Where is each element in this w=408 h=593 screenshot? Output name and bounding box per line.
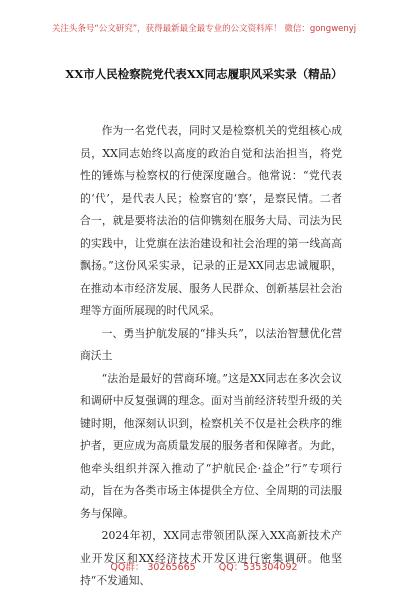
document-body bbox=[80, 120, 342, 593]
footer-qq-group: QQ群： 30265665 bbox=[110, 562, 196, 573]
paragraph: 作为一名党代表，同时又是检察机关的党组核心成员，XX同志始终以高度的政治自觉和法治担当，将党性的锤炼与检察权的行使深度融合。他常说：“党代表的‘代’，是代表人民；检察官的‘察’，是察民情。二者合一，就是要将法治的信仰镌刻在服务大局、司法为民的实践中，让党旗在法治建设和社会治理的第一线高高飘扬。”这份风采实录，记录的正是XX同志忠诚履职，在推动本市经济发展、服务人民群众、创新基层社会治理等方面所展现的时代风采。 bbox=[80, 124, 342, 317]
footer-contact bbox=[0, 559, 408, 573]
paragraph: 2024年初，XX同志带领团队深入XX高新技术产业开发区和XX经济技术开发区进行密集调研。他坚持“不发通知、 bbox=[80, 529, 342, 587]
document-title: XX市人民检察院党代表XX同志履职风采实录（精品） bbox=[65, 67, 343, 81]
header-notice: 关注头条号“公文研究”，获得最新最全最专业的公文资料库！ 微信：gongwenyj bbox=[51, 24, 357, 34]
paragraph: “法治是最好的营商环境。”这是XX同志在多次会议和调研中反复强调的理念。面对当前经济转型升级的关键时期，他深刻认识到，检察机关不仅是社会秩序的维护者，更应成为高质量发展的服务者和保障者。为此，他牵头组织并深入推动了“护航民企·益企”行”专项行动，旨在为各类市场主体提供全方位、全周期的司法服务与保障。 bbox=[80, 371, 342, 520]
footer-qq: QQ：535304092 bbox=[218, 562, 298, 573]
section-heading: 一、勇当护航发展的“排头兵”，以法治智慧优化营商沃土 bbox=[80, 326, 342, 362]
